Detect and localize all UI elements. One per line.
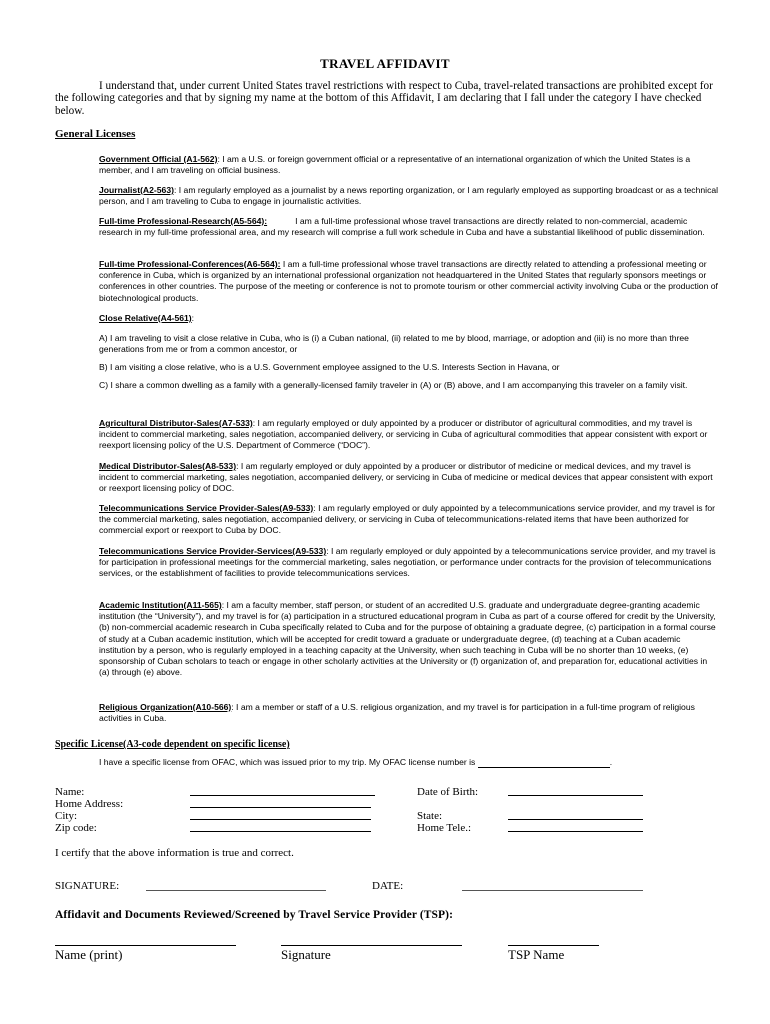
option-text: B) I am visiting a close relative, who is a U.S. Government employee assigned to the U.S. Interests Section in Havana, or — [99, 362, 560, 372]
home-address-field[interactable] — [190, 807, 371, 808]
zip-code-field[interactable] — [190, 831, 371, 832]
license-text: : I am regularly employed or duly appointed by a producer or distributor of agricultural commodities, and my travel is incident to commercial marketing, sales negotiation, accompanied delivery, or servicing in Cuba of agricultural commodities that appear consistent with export or reexport licensing policy of the U.S. Department of Commerce (“DOC”). — [99, 418, 708, 451]
zip-code-label: Zip code: — [55, 822, 97, 834]
license-text: : I am regularly employed or duly appointed by a telecommunications service provider, and my travel is for participation in professional meetings for the commercial marketing, sales negotiation, or performance under contracts for the provision of telecommunications services, or the establishment of facilities to provide telecommunications services. — [99, 546, 716, 579]
home-address-label: Home Address: — [55, 798, 124, 810]
license-text: I am a full-time professional whose travel transactions are directly related to non-commercial, academic research in my full-time professional area, and my research will comprise a full work schedule in Cuba and have a substantial likelihood of public dissemination. — [99, 216, 705, 238]
option-text: C) I share a common dwelling as a family with a generally-licensed family traveler in (A) or (B) above, and I am accompanying this traveler on a family visit. — [99, 380, 688, 390]
intro-text: I understand that, under current United States travel restrictions with respect to Cuba, travel-related transactions are prohibited except for the following categories and that by signing my name at the bottom of this Affidavit, I am declaring that I fall under the category I have checked below. — [55, 80, 713, 117]
license-heading: Telecommunications Service Provider-Sales(A9-533) — [99, 503, 314, 513]
home-tele-field[interactable] — [508, 831, 643, 832]
general-licenses-heading: General Licenses — [55, 128, 136, 140]
license-heading: Agricultural Distributor-Sales(A7-533) — [99, 418, 253, 428]
tsp-signature-label: Signature — [281, 947, 331, 962]
ofac-license-number-field[interactable] — [478, 757, 613, 768]
city-label: City: — [55, 810, 78, 822]
state-field[interactable] — [508, 819, 643, 820]
tsp-name-print-field[interactable] — [55, 945, 236, 946]
date-of-birth-label: Date of Birth: — [417, 786, 479, 798]
close-relative-option-c — [99, 380, 719, 391]
license-heading: Full-time Professional-Conferences(A6-564): — [99, 259, 281, 269]
intro-paragraph — [55, 80, 720, 117]
name-label: Name: — [55, 786, 85, 798]
date-of-birth-field[interactable] — [508, 795, 643, 796]
license-professional-conferences — [99, 259, 719, 304]
license-close-relative — [99, 313, 719, 324]
name-field[interactable] — [190, 795, 375, 796]
license-religious-organization — [99, 702, 719, 724]
tsp-name-field[interactable] — [508, 945, 599, 946]
license-academic-institution — [99, 600, 719, 678]
specific-license-heading: Specific License(A3-code dependent on specific license) — [55, 739, 290, 750]
home-tele-label: Home Tele.: — [417, 822, 472, 834]
license-heading: Close Relative(A4-561) — [99, 313, 192, 323]
license-medical-distributor — [99, 461, 719, 495]
close-relative-option-a — [99, 333, 719, 355]
tsp-heading: Affidavit and Documents Reviewed/Screened by Travel Service Provider (TSP): — [55, 909, 454, 921]
license-heading: Medical Distributor-Sales(A8-533) — [99, 461, 237, 471]
license-text: : I am regularly employed or duly appointed by a telecommunications service provider, and my travel is for the commercial marketing, sales negotiation, accompanied delivery, or servicing in Cuba of telecommunications-related items that have been authorized for commercial export or reexport to Cuba by DOC. — [99, 503, 716, 536]
license-professional-research — [99, 216, 719, 238]
city-field[interactable] — [190, 819, 371, 820]
license-text: : I am a faculty member, staff person, or student of an accredited U.S. graduate and undergraduate degree-granting academic institution (the “University”), and my travel is for (a) participation in a structured educational program in Cuba as part of a course offered for credit by the University, (b) non-commercial academic research in Cuba specifically related to Cuba and for the purpose of obtaining a graduate degree, (c) participation in a formal course of study at a Cuban academic institution, which will be accepted for credit toward a graduate or undergraduate degree, (d) teaching at a Cuban academic institution by a person, who is regularly employed in a teaching capacity at the University, when such teaching in Cuba will be no shorter than 10 weeks, (e) sponsorship of Cuban scholars to teach or engage in other scholarly activities at the University or (f) organization of, and preparation for, educational activities in (a) through (e) above. — [99, 600, 716, 678]
date-field[interactable] — [462, 890, 643, 891]
option-text: A) I am traveling to visit a close relative in Cuba, who is (i) a Cuban national, (ii) related to me by blood, marriage, or adoption and (iii) is no more than three generations from me or from a common ancestor, or — [99, 333, 689, 355]
license-heading: Journalist(A2-563) — [99, 185, 174, 195]
license-text: : — [191, 313, 195, 323]
specific-license-statement — [99, 757, 612, 768]
license-text: : I am a member or staff of a U.S. religious organization, and my travel is for participation in a full-time program of religious activities in Cuba. — [99, 702, 695, 724]
signature-field[interactable] — [146, 890, 326, 891]
license-text: : I am regularly employed or duly appointed by a producer or distributor of medicine or medical devices, and my travel is incident to commercial marketing, sales negotiation, accompanied delivery, or servicing in Cuba of medicine or medical devices that appear consistent with export or reexport licensing policy of DOC. — [99, 461, 713, 494]
specific-license-period: . — [609, 757, 613, 767]
license-telecom-services — [99, 546, 719, 580]
state-label: State: — [417, 810, 443, 822]
tsp-name-label: TSP Name — [508, 947, 565, 962]
license-text: : I am a U.S. or foreign government official or a representative of an international organization of which the United States is a member, and I am traveling on official business. — [99, 154, 691, 176]
license-text: : I am regularly employed as a journalist by a news reporting organization, or I am regularly employed as supporting broadcast or as a technical person, and I am traveling to Cuba to engage in journalistic activities. — [99, 185, 719, 207]
license-heading: Full-time Professional-Research(A5-564): — [99, 216, 268, 226]
license-heading: Telecommunications Service Provider-Services(A9-533) — [99, 546, 327, 556]
license-heading: Academic Institution(A11-565) — [99, 600, 222, 610]
tsp-signature-field[interactable] — [281, 945, 462, 946]
license-telecom-sales — [99, 503, 719, 537]
certification-statement: I certify that the above information is true and correct. — [55, 847, 294, 859]
license-journalist — [99, 185, 719, 207]
page-title: TRAVEL AFFIDAVIT — [320, 56, 450, 71]
license-government-official — [99, 154, 719, 176]
signature-label: SIGNATURE: — [55, 880, 120, 892]
license-heading: Government Official (A1-562) — [99, 154, 218, 164]
license-agricultural-distributor — [99, 418, 719, 452]
name-print-label: Name (print) — [55, 947, 123, 962]
close-relative-option-b — [99, 362, 719, 373]
license-heading: Religious Organization(A10-566) — [99, 702, 232, 712]
license-text: I am a full-time professional whose travel transactions are directly related to attending a professional meeting or conference in Cuba, which is organized by an international professional organization not headquartered in the United States that regularly sponsors meetings or conferences in other countries. The purpose of the meeting or conference is not to promote tourism or other commercial activity involving Cuba or the production of biotechnological products. — [99, 259, 718, 303]
date-label: DATE: — [372, 880, 404, 892]
specific-license-text: I have a specific license from OFAC, which was issued prior to my trip. My OFAC license number is — [99, 757, 478, 767]
